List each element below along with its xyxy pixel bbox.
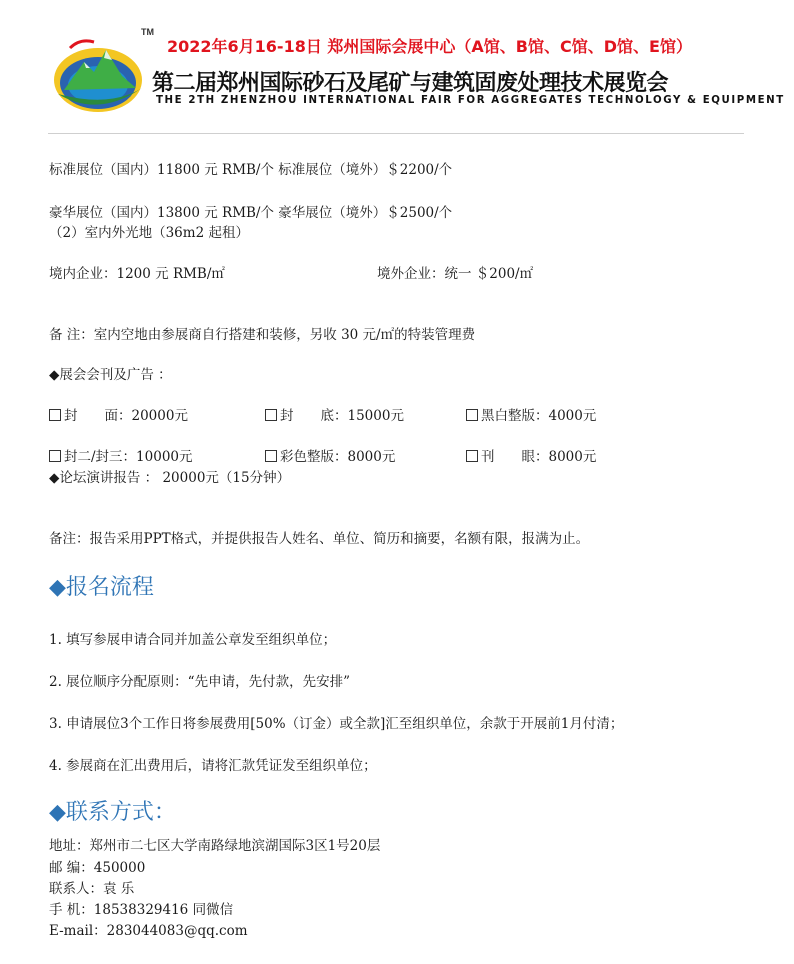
expo-english-title: THE 2TH ZHENZHOU INTERNATIONAL FAIR FOR AGGREGATES TECHNOLOGY & EQUIPMENT [156, 95, 785, 106]
raw-space-title: （2）室内外光地（36m2 起租） [49, 225, 249, 241]
contact-heading: ◆联系方式： [49, 800, 176, 825]
ads-heading: ◆展会会刊及广告 ： [49, 367, 172, 383]
luxury-booth-price: 豪华展位（国内）13800 元 RMB/个 豪华展位（境外）＄2500/个 [49, 205, 453, 221]
registration-step: 1. 填写参展申请合同并加盖公章发至组织单位； [49, 632, 337, 648]
page-header [0, 0, 794, 140]
ad-option-bw-page[interactable]: 黑白整版：4000元 [466, 404, 596, 424]
ad-option-masthead[interactable]: 刊 眼：8000元 [466, 445, 596, 465]
checkbox-icon[interactable] [265, 409, 277, 421]
standard-booth-price: 标准展位（国内）11800 元 RMB/个 标准展位（境外）＄2200/个 [49, 162, 453, 178]
domestic-space-price: 境内企业：1200 元 RMB/㎡ [49, 266, 225, 282]
forum-speech-price: ◆论坛演讲报告 ： 20000元（15分钟） [49, 470, 291, 486]
contact-postcode: 邮 编：450000 [49, 860, 146, 876]
checkbox-icon[interactable] [265, 450, 277, 462]
checkbox-icon[interactable] [466, 409, 478, 421]
contact-email[interactable]: E-mail：283044083@qq.com [49, 923, 248, 939]
space-note: 备 注：室内空地由参展商自行搭建和装修，另收 30 元/㎡的特装管理费 [49, 327, 476, 343]
contact-person: 联系人：袁 乐 [49, 881, 135, 897]
registration-step: 4. 参展商在汇出费用后，请将汇款凭证发至组织单位； [49, 758, 377, 774]
contact-phone: 手 机：18538329416 同微信 [49, 902, 234, 918]
expo-logo-icon [50, 28, 150, 120]
forum-note: 备注：报告采用PPT格式，并提供报告人姓名、单位、简历和摘要，名额有限，报满为止。 [49, 531, 590, 547]
checkbox-icon[interactable] [466, 450, 478, 462]
date-venue-line: 2022年6月16-18日 郑州国际会展中心（A馆、B馆、C馆、D馆、E馆） [167, 37, 692, 56]
registration-step: 2. 展位顺序分配原则：“先申请，先付款，先安排” [49, 674, 350, 690]
header-divider [48, 133, 744, 134]
foreign-space-price: 境外企业：统一 ＄200/㎡ [377, 266, 534, 282]
contact-address: 地址：郑州市二七区大学南路绿地滨湖国际3区1号20层 [49, 838, 381, 854]
trademark-mark: TM [141, 27, 154, 37]
ad-option-back-cover[interactable]: 封 底：15000元 [265, 404, 404, 424]
checkbox-icon[interactable] [49, 450, 61, 462]
ad-option-cover[interactable]: 封 面：20000元 [49, 404, 188, 424]
checkbox-icon[interactable] [49, 409, 61, 421]
expo-title: 第二届郑州国际砂石及尾矿与建筑固废处理技术展览会 [152, 71, 669, 96]
ad-option-inside-cover[interactable]: 封二/封三：10000元 [49, 445, 193, 465]
registration-step: 3. 申请展位3个工作日将参展费用[50%（订金）或全款]汇至组织单位，余款于开展前1月付清； [49, 716, 624, 732]
registration-heading: ◆报名流程 [49, 575, 154, 600]
ad-option-color-page[interactable]: 彩色整版：8000元 [265, 445, 395, 465]
